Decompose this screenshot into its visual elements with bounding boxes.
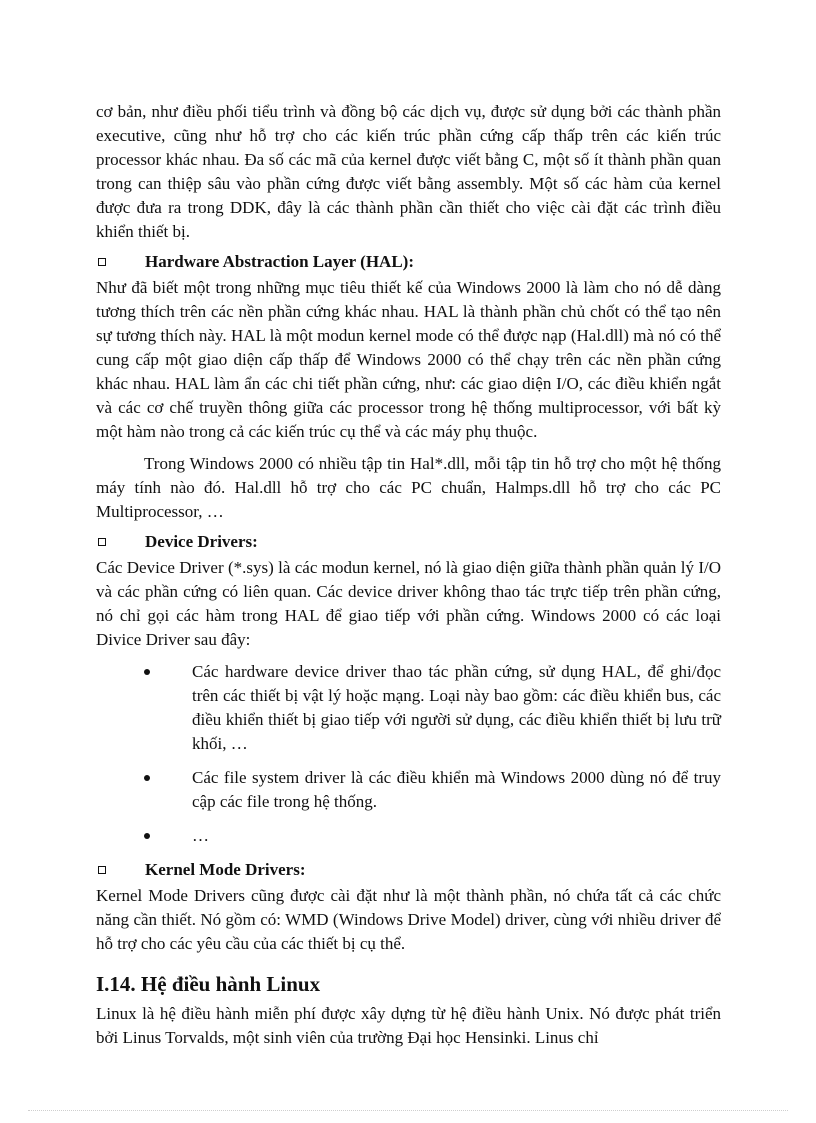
list-item-text: Các file system driver là các điều khiển mà Windows 2000 dùng nó để truy cập các file trong hệ thống. <box>192 768 721 811</box>
list-item <box>144 766 721 814</box>
paragraph-linux: Linux là hệ điều hành miễn phí được xây dựng từ hệ điều hành Unix. Nó được phát triển bởi Linus Torvalds, một sinh viên của trường Đại học Hensinki. Linus chỉ <box>96 1004 721 1047</box>
list-item-text: … <box>192 826 209 845</box>
heading-kernel-mode-drivers <box>96 858 721 882</box>
heading-device-drivers-text: Device Drivers: <box>145 532 258 551</box>
paragraph-hal-dll: Trong Windows 2000 có nhiều tập tin Hal*.dll, mỗi tập tin hỗ trợ cho một hệ thống máy tính nào đó. Hal.dll hỗ trợ cho các PC chuẩn, Halmps.dll hỗ trợ cho các PC Multiprocessor, … <box>96 454 721 521</box>
heading-hal <box>96 250 721 274</box>
page-bottom-divider <box>28 1110 788 1111</box>
list-item <box>144 824 721 848</box>
document-page <box>96 100 721 1050</box>
square-bullet-icon <box>98 866 106 874</box>
square-bullet-icon <box>98 538 106 546</box>
paragraph-kernel-mode-drivers: Kernel Mode Drivers cũng được cài đặt như là một thành phần, nó chứa tất cả các chức năng cần thiết. Nó gồm có: WMD (Windows Drive Model) driver, cùng với nhiều driver để hỗ trợ cho các yêu cầu của các thiết bị cụ thể. <box>96 886 721 953</box>
paragraph-device-drivers: Các Device Driver (*.sys) là các modun kernel, nó là giao diện giữa thành phần quản lý I/O và các phần cứng có liên quan. Các device driver không thao tác trực tiếp trên phần cứng, nó chỉ gọi các hàm trong HAL để giao tiếp với phần cứng. Windows 2000 có các loại Divice Driver sau đây: <box>96 558 721 649</box>
heading-kernel-mode-drivers-text: Kernel Mode Drivers: <box>145 860 306 879</box>
list-item <box>144 660 721 756</box>
bullet-dot-icon <box>144 833 150 839</box>
list-item-text: Các hardware device driver thao tác phần cứng, sử dụng HAL, để ghi/đọc trên các thiết bị vật lý hoặc mạng. Loại này bao gồm: các điều khiển bus, các điều khiển thiết bị giao tiếp với người sử dụng, các điều khiển thiết bị lưu trữ khối, … <box>192 662 721 753</box>
bullet-dot-icon <box>144 775 150 781</box>
section-title-linux: I.14. Hệ điều hành Linux <box>96 972 321 996</box>
driver-types-list <box>96 660 721 848</box>
paragraph-kernel-intro: cơ bản, như điều phối tiểu trình và đồng bộ các dịch vụ, được sử dụng bởi các thành phần executive, cũng như hỗ trợ cho các kiến trúc phần cứng cấp thấp trên các kiến trúc processor khác nhau. Đa số các mã của kernel được viết bằng C, một số ít thành phần quan trong can thiệp sâu vào phần cứng được viết bằng assembly. Một số các hàm của kernel được đưa ra trong DDK, đây là các thành phần cần thiết cho việc cài đặt các trình điều khiển thiết bị. <box>96 102 721 241</box>
paragraph-hal: Như đã biết một trong những mục tiêu thiết kế của Windows 2000 là làm cho nó dễ dàng tương thích trên các nền phần cứng khác nhau. HAL là thành phần chủ chốt có thể tạo nên sự tương thích này. HAL là một modun kernel mode có thể được nạp (Hal.dll) mà nó có thể cung cấp một giao diện cấp thấp để Windows 2000 có thể chạy trên các nền phần cứng khác nhau. HAL làm ẩn các chi tiết phần cứng, như: các giao diện I/O, các điều khiển ngắt và các cơ chế truyền thông giữa các processor trong hệ thống multiprocessor, với bất kỳ một hàm nào trong cả các kiến trúc cụ thể và các máy phụ thuộc. <box>96 278 721 441</box>
bullet-dot-icon <box>144 669 150 675</box>
heading-hal-text: Hardware Abstraction Layer (HAL): <box>145 252 414 271</box>
square-bullet-icon <box>98 258 106 266</box>
heading-device-drivers <box>96 530 721 554</box>
